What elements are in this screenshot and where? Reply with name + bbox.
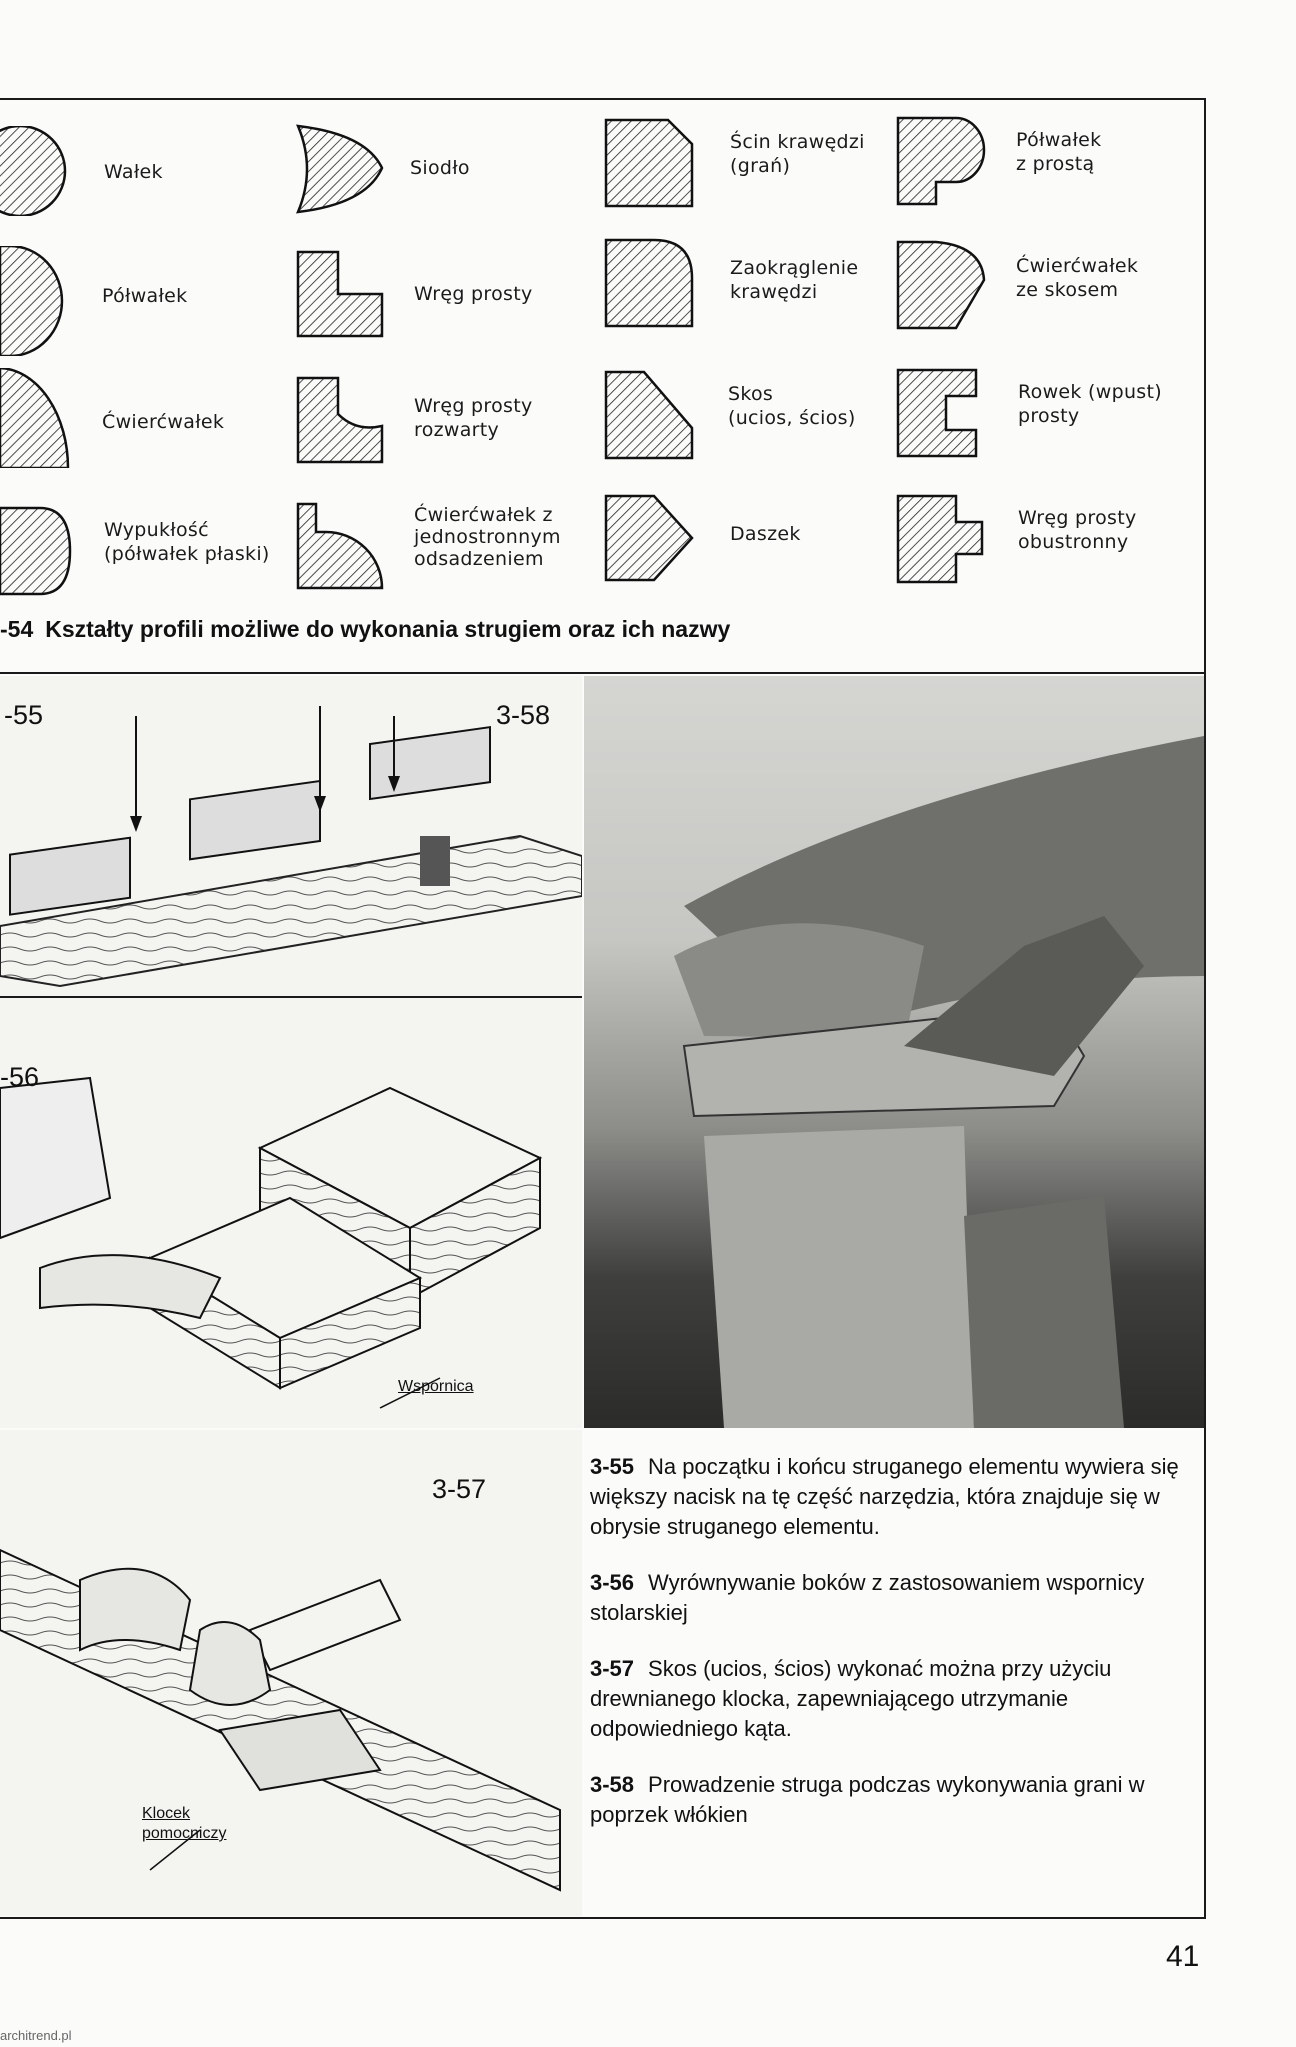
profile-walek-shape	[0, 126, 90, 216]
illustration-3-56	[0, 998, 582, 1428]
captions-block	[590, 1452, 1190, 1856]
caption-3-55	[590, 1452, 1190, 1542]
profile-polwalek-shape	[0, 246, 90, 356]
profile-daszek-shape	[604, 494, 696, 586]
figure-354-number: -54	[0, 616, 34, 642]
caption-3-56	[590, 1568, 1190, 1628]
photo-planing	[584, 676, 1204, 1428]
profiles-figure	[0, 98, 1204, 590]
figure-3-55-number: -55	[4, 700, 44, 730]
profile-cwiercwalek-odsadzenie-shape	[296, 502, 386, 592]
profile-skos-shape	[604, 370, 696, 462]
figure-354-text: Kształty profili możliwe do wykonania strugiem oraz ich nazwy	[45, 616, 731, 642]
profile-label-wreg-prosty: Wręg prosty	[414, 283, 533, 305]
figure-3-57-number: 3-57	[432, 1474, 487, 1504]
figure-3-58-number: 3-58	[496, 700, 551, 730]
illustration-3-55-3-58	[0, 676, 582, 996]
profile-wreg-prosty-shape	[296, 250, 386, 340]
caption-3-55-number: 3-55	[590, 1454, 635, 1479]
profile-scin-shape	[604, 118, 696, 210]
profile-label-wypuklosc: Wypukłość (półwałek płaski)	[104, 519, 270, 565]
profile-wreg-obustronny-shape	[896, 494, 988, 586]
profile-siodlo-shape	[296, 124, 386, 214]
label-klocek: Klocek pomocniczy	[142, 1805, 227, 1842]
profile-label-scin: Ścin krawędzi (grań)	[730, 131, 865, 177]
profile-rowek-shape	[896, 368, 988, 460]
divider-top	[0, 672, 1204, 674]
figure-354-caption	[0, 616, 730, 643]
profile-label-polwalek-prosta: Półwałek z prostą	[1016, 129, 1102, 175]
page-number: 41	[1166, 1940, 1200, 1973]
profile-label-wreg-rozwarty: Wręg prosty rozwarty	[414, 395, 533, 441]
caption-3-58-number: 3-58	[590, 1772, 635, 1797]
profile-wypuklosc-shape	[0, 506, 90, 596]
caption-3-57	[590, 1654, 1190, 1744]
profile-wreg-rozwarty-shape	[296, 376, 386, 466]
profile-zaokraglenie-shape	[604, 238, 696, 330]
profile-cwiercwalek-shape	[0, 368, 90, 468]
profile-label-zaokraglenie: Zaokrąglenie krawędzi	[730, 257, 859, 303]
profile-label-wreg-obustronny: Wręg prosty obustronny	[1018, 507, 1137, 553]
caption-3-58-text: Prowadzenie struga podczas wykonywania grani w poprzek włókien	[590, 1772, 1145, 1827]
label-wspornica: Wspornica	[398, 1378, 474, 1395]
profile-label-skos: Skos (ucios, ścios)	[728, 383, 856, 429]
figure-3-56-number: -56	[0, 1062, 40, 1092]
profile-label-cwiercwalek-skos: Ćwierćwałek ze skosem	[1016, 255, 1139, 301]
profile-cwiercwalek-skos-shape	[896, 240, 988, 332]
caption-3-58	[590, 1770, 1190, 1830]
profile-polwalek-prosta-shape	[896, 116, 988, 208]
profile-label-daszek: Daszek	[730, 523, 801, 545]
caption-3-57-number: 3-57	[590, 1656, 635, 1681]
profile-label-cwiercwalek-odsadzenie: Ćwierćwałek z jednostronnym odsadzeniem	[414, 504, 561, 570]
profile-label-cwiercwalek: Ćwierćwałek	[102, 411, 225, 433]
caption-3-55-text: Na początku i końcu struganego elementu wywiera się większy nacisk na tę część narzędzia, która znajduje się w obrysie struganego elementu.	[590, 1454, 1179, 1539]
caption-3-57-text: Skos (ucios, ścios) wykonać można przy użyciu drewnianego klocka, zapewniającego utrzymanie odpowiedniego kąta.	[590, 1656, 1112, 1741]
profile-label-walek: Wałek	[104, 161, 163, 183]
profile-label-siodlo: Siodło	[410, 157, 470, 179]
caption-3-56-number: 3-56	[590, 1570, 635, 1595]
profile-label-polwalek: Półwałek	[102, 285, 188, 307]
profile-label-rowek: Rowek (wpust) prosty	[1018, 381, 1162, 427]
caption-3-56-text: Wyrównywanie boków z zastosowaniem wspornicy stolarskiej	[590, 1570, 1145, 1625]
illustration-3-57	[0, 1430, 582, 1916]
watermark: architrend.pl	[0, 2028, 72, 2043]
